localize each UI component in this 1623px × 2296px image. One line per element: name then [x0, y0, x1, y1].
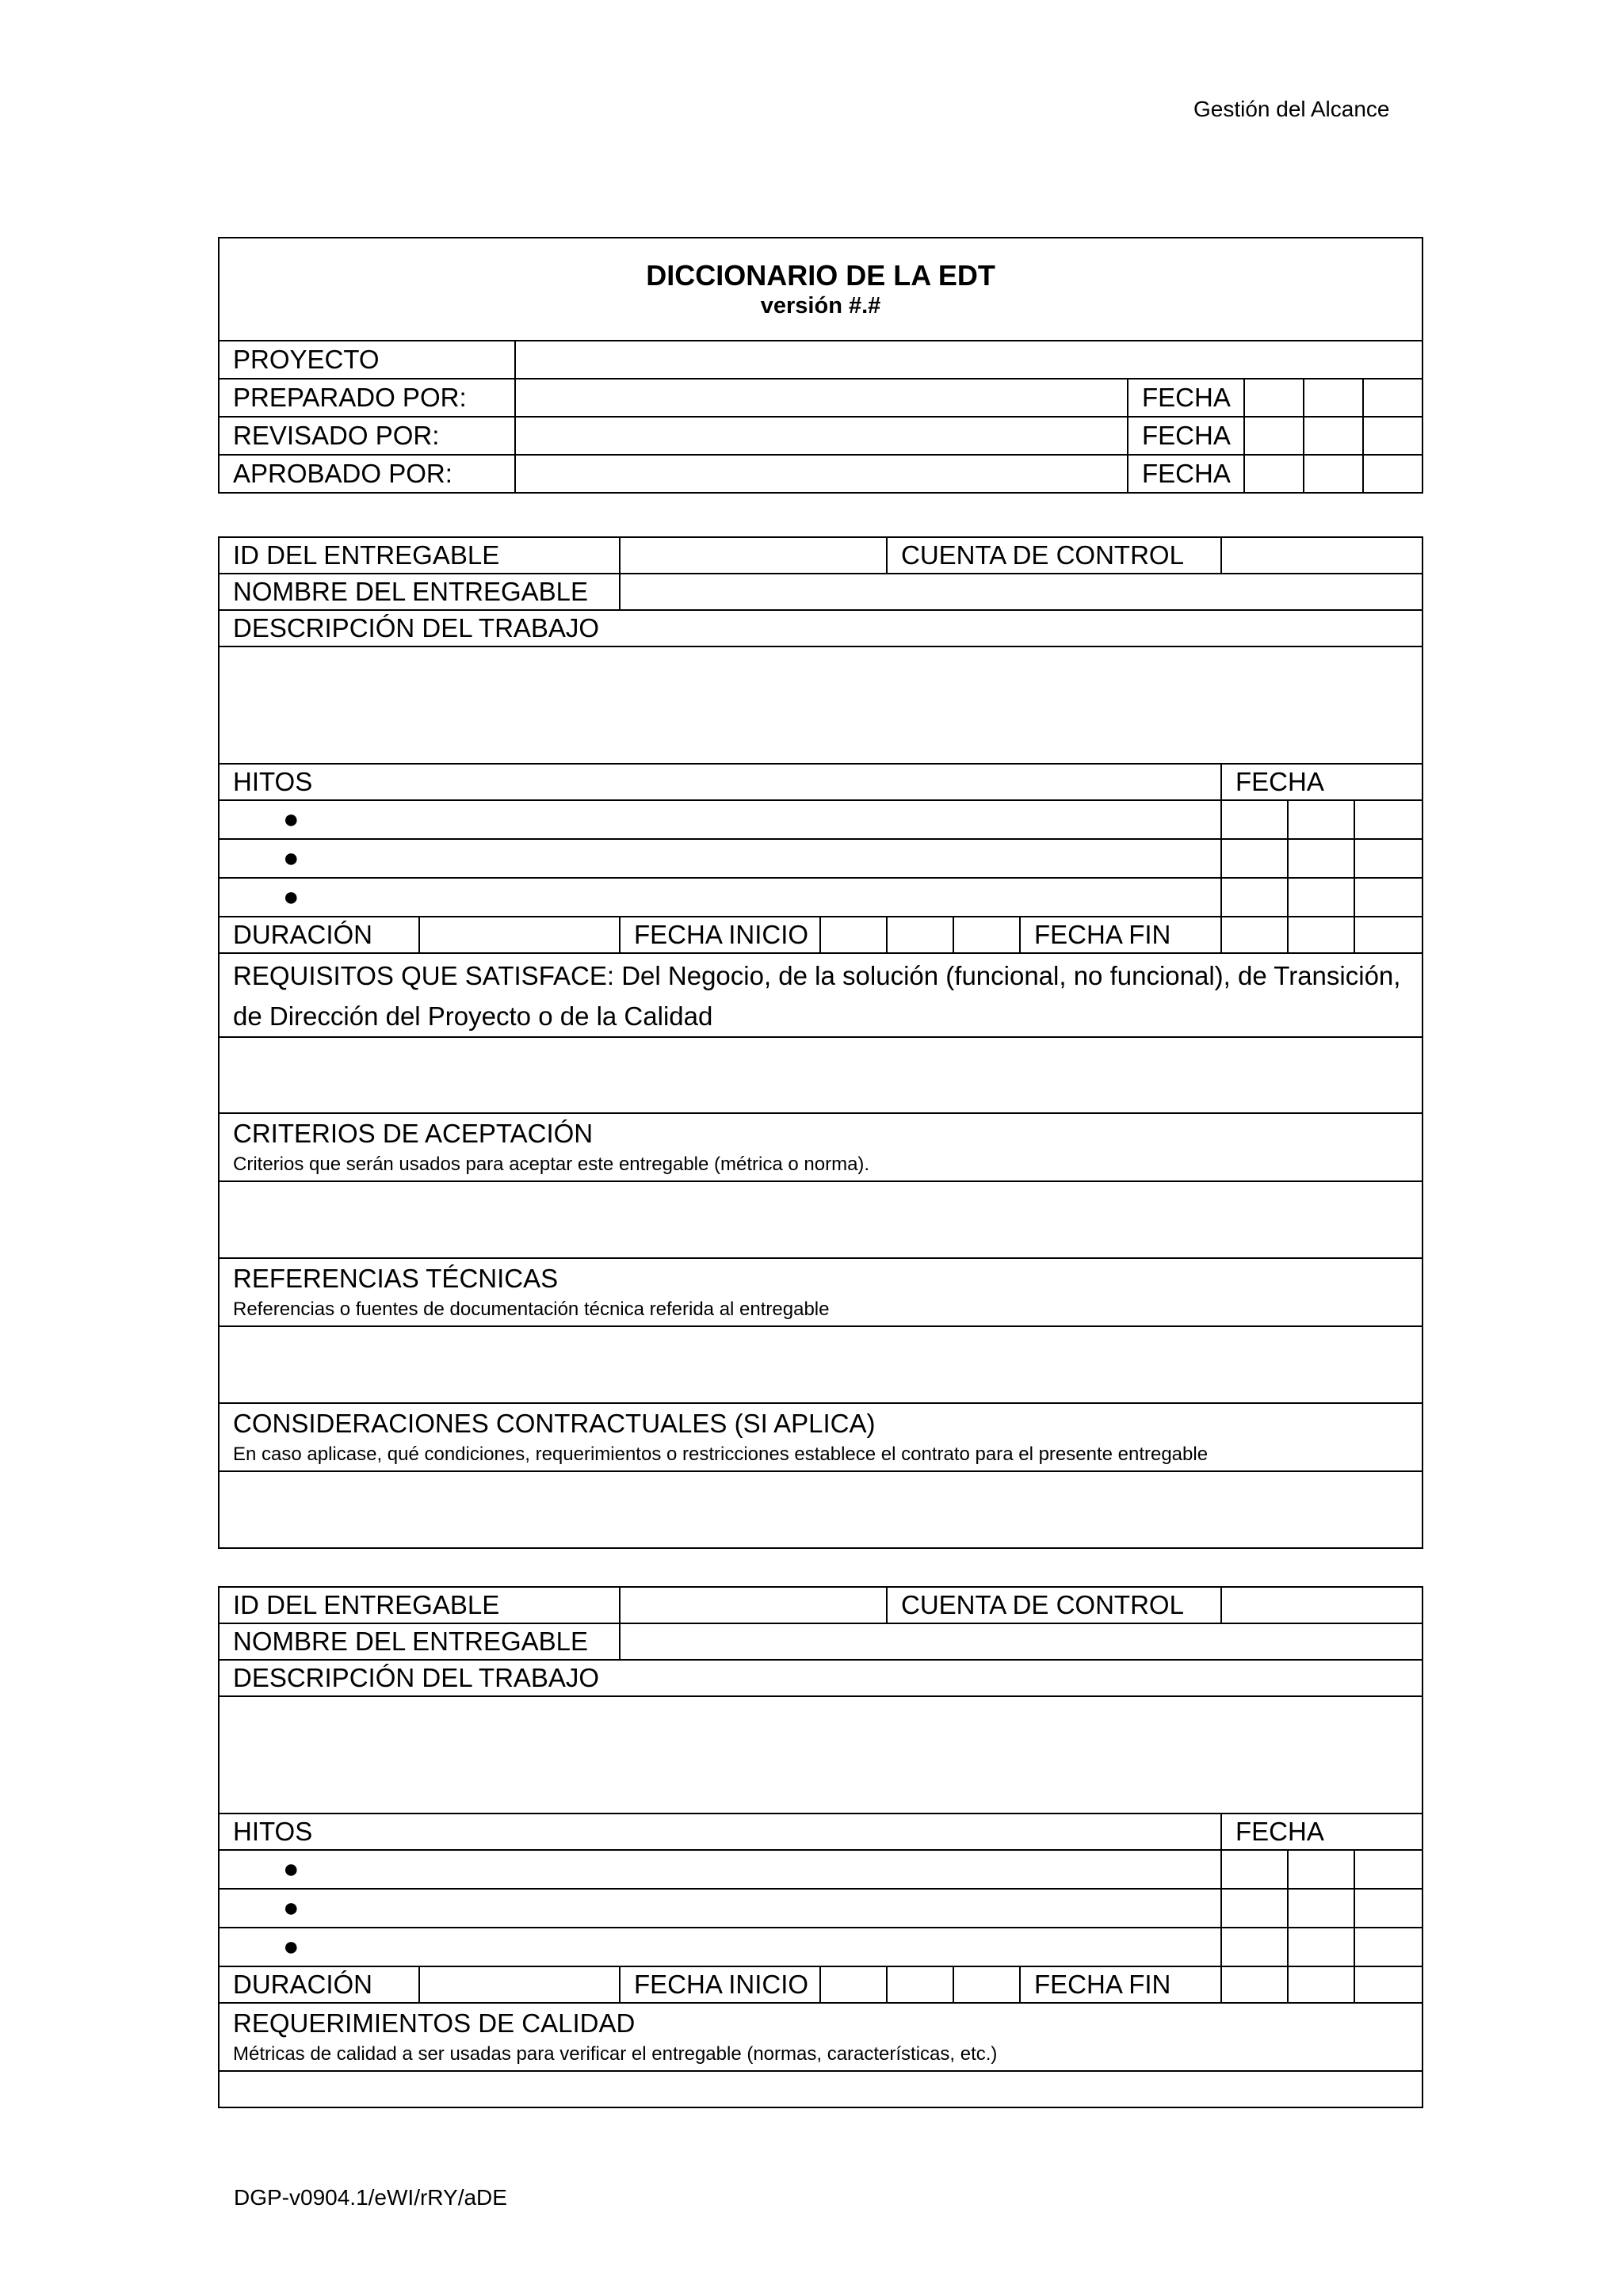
milestone-item[interactable]: ●: [219, 839, 1221, 878]
contractual-considerations-input[interactable]: [219, 1471, 1423, 1548]
duration-label: DURACIÓN: [219, 1966, 419, 2003]
reviewed-date-label: FECHA: [1128, 417, 1244, 455]
milestone-date-year[interactable]: [1354, 1889, 1423, 1928]
deliverable-id-label: ID DEL ENTREGABLE: [219, 537, 620, 574]
milestone-date-year[interactable]: [1354, 878, 1423, 917]
contractual-considerations-cell: [219, 1403, 1423, 1471]
milestone-date-month[interactable]: [1288, 1889, 1354, 1928]
milestone-date-month[interactable]: [1288, 800, 1354, 839]
prepared-date-day[interactable]: [1244, 379, 1304, 417]
deliverable-id-input[interactable]: [620, 1587, 887, 1623]
end-date-day[interactable]: [1221, 1966, 1288, 2003]
prepared-date-year[interactable]: [1363, 379, 1423, 417]
deliverable-name-input[interactable]: [620, 574, 1423, 610]
end-date-label: FECHA FIN: [1020, 917, 1221, 953]
start-date-label: FECHA INICIO: [620, 917, 820, 953]
end-date-day[interactable]: [1221, 917, 1288, 953]
duration-input[interactable]: [419, 1966, 620, 2003]
milestone-date-year[interactable]: [1354, 1928, 1423, 1966]
control-account-label: CUENTA DE CONTROL: [887, 537, 1221, 574]
milestone-date-month[interactable]: [1288, 1850, 1354, 1889]
prepared-date-label: FECHA: [1128, 379, 1244, 417]
form-version: versión #.#: [760, 293, 881, 319]
acceptance-criteria-cell: [219, 1113, 1423, 1181]
duration-input[interactable]: [419, 917, 620, 953]
milestone-date-day[interactable]: [1221, 1850, 1288, 1889]
work-description-input[interactable]: [219, 646, 1423, 764]
milestones-date-label: FECHA: [1221, 1814, 1423, 1850]
quality-requirements-cell: [219, 2003, 1423, 2071]
approved-by-label: APROBADO POR:: [219, 455, 515, 493]
work-description-input[interactable]: [219, 1696, 1423, 1814]
milestone-item[interactable]: ●: [219, 878, 1221, 917]
requirements-label: REQUISITOS QUE SATISFACE: Del Negocio, de la solución (funcional, no funcional), de Transición, de Dirección del Proyecto o de la Calidad: [219, 953, 1423, 1037]
work-description-label: DESCRIPCIÓN DEL TRABAJO: [219, 610, 1423, 646]
end-date-month[interactable]: [1288, 1966, 1354, 2003]
contractual-considerations-label: CONSIDERACIONES CONTRACTUALES (SI APLICA): [233, 1408, 876, 1438]
contractual-considerations-hint: En caso aplicase, qué condiciones, requerimientos o restricciones establece el contrato para el presente entregable: [233, 1443, 1209, 1465]
approved-date-day[interactable]: [1244, 455, 1304, 493]
reviewed-by-label: REVISADO POR:: [219, 417, 515, 455]
milestone-item[interactable]: ●: [219, 1889, 1221, 1928]
acceptance-criteria-label: CRITERIOS DE ACEPTACIÓN: [233, 1118, 594, 1148]
technical-references-label: REFERENCIAS TÉCNICAS: [233, 1263, 559, 1293]
duration-label: DURACIÓN: [219, 917, 419, 953]
milestone-date-month[interactable]: [1288, 1928, 1354, 1966]
header-section-name: Gestión del Alcance: [1193, 97, 1390, 121]
document-header-table: [218, 237, 1423, 494]
work-description-label: DESCRIPCIÓN DEL TRABAJO: [219, 1660, 1423, 1696]
start-date-label: FECHA INICIO: [620, 1966, 820, 2003]
start-date-month[interactable]: [887, 917, 953, 953]
requirements-input[interactable]: [219, 1037, 1423, 1113]
project-label: PROYECTO: [219, 341, 515, 379]
milestone-date-day[interactable]: [1221, 878, 1288, 917]
technical-references-input[interactable]: [219, 1326, 1423, 1403]
milestone-item[interactable]: ●: [219, 1850, 1221, 1889]
milestones-label: HITOS: [219, 1814, 1221, 1850]
milestones-label: HITOS: [219, 764, 1221, 800]
reviewed-date-month[interactable]: [1304, 417, 1363, 455]
milestone-date-year[interactable]: [1354, 1850, 1423, 1889]
deliverable-table-1: [218, 536, 1423, 1549]
acceptance-criteria-hint: Criterios que serán usados para aceptar este entregable (métrica o norma).: [233, 1153, 870, 1175]
end-date-month[interactable]: [1288, 917, 1354, 953]
deliverable-table-2: [218, 1586, 1423, 2108]
milestone-date-year[interactable]: [1354, 839, 1423, 878]
end-date-year[interactable]: [1354, 917, 1423, 953]
prepared-by-input[interactable]: [515, 379, 1128, 417]
control-account-label: CUENTA DE CONTROL: [887, 1587, 1221, 1623]
deliverable-id-label: ID DEL ENTREGABLE: [219, 1587, 620, 1623]
milestone-date-day[interactable]: [1221, 1889, 1288, 1928]
milestone-date-day[interactable]: [1221, 800, 1288, 839]
reviewed-date-year[interactable]: [1363, 417, 1423, 455]
start-date-day[interactable]: [820, 1966, 887, 2003]
control-account-input[interactable]: [1221, 1587, 1423, 1623]
prepared-by-label: PREPARADO POR:: [219, 379, 515, 417]
form-title-cell: [219, 238, 1423, 341]
start-date-year[interactable]: [953, 917, 1020, 953]
form-title: DICCIONARIO DE LA EDT: [646, 259, 995, 292]
start-date-month[interactable]: [887, 1966, 953, 2003]
milestone-date-day[interactable]: [1221, 839, 1288, 878]
project-input[interactable]: [515, 341, 1423, 379]
approved-date-label: FECHA: [1128, 455, 1244, 493]
end-date-year[interactable]: [1354, 1966, 1423, 2003]
reviewed-date-day[interactable]: [1244, 417, 1304, 455]
deliverable-id-input[interactable]: [620, 537, 887, 574]
deliverable-name-label: NOMBRE DEL ENTREGABLE: [219, 1623, 620, 1660]
prepared-date-month[interactable]: [1304, 379, 1363, 417]
approved-date-month[interactable]: [1304, 455, 1363, 493]
milestones-date-label: FECHA: [1221, 764, 1423, 800]
approved-date-year[interactable]: [1363, 455, 1423, 493]
milestone-item[interactable]: ●: [219, 800, 1221, 839]
milestone-date-year[interactable]: [1354, 800, 1423, 839]
quality-requirements-label: REQUERIMIENTOS DE CALIDAD: [233, 2008, 636, 2038]
start-date-year[interactable]: [953, 1966, 1020, 2003]
milestone-date-day[interactable]: [1221, 1928, 1288, 1966]
technical-references-cell: [219, 1258, 1423, 1326]
approved-by-input[interactable]: [515, 455, 1128, 493]
quality-requirements-input[interactable]: [219, 2071, 1423, 2107]
start-date-day[interactable]: [820, 917, 887, 953]
milestone-date-month[interactable]: [1288, 878, 1354, 917]
end-date-label: FECHA FIN: [1020, 1966, 1221, 2003]
technical-references-hint: Referencias o fuentes de documentación técnica referida al entregable: [233, 1298, 830, 1320]
quality-requirements-hint: Métricas de calidad a ser usadas para verificar el entregable (normas, características, etc.): [233, 2042, 998, 2065]
document-code: DGP-v0904.1/eWI/rRY/aDE: [234, 2185, 507, 2210]
control-account-input[interactable]: [1221, 537, 1423, 574]
reviewed-by-input[interactable]: [515, 417, 1128, 455]
deliverable-name-input[interactable]: [620, 1623, 1423, 1660]
milestone-date-month[interactable]: [1288, 839, 1354, 878]
milestone-item[interactable]: ●: [219, 1928, 1221, 1966]
deliverable-name-label: NOMBRE DEL ENTREGABLE: [219, 574, 620, 610]
acceptance-criteria-input[interactable]: [219, 1181, 1423, 1258]
